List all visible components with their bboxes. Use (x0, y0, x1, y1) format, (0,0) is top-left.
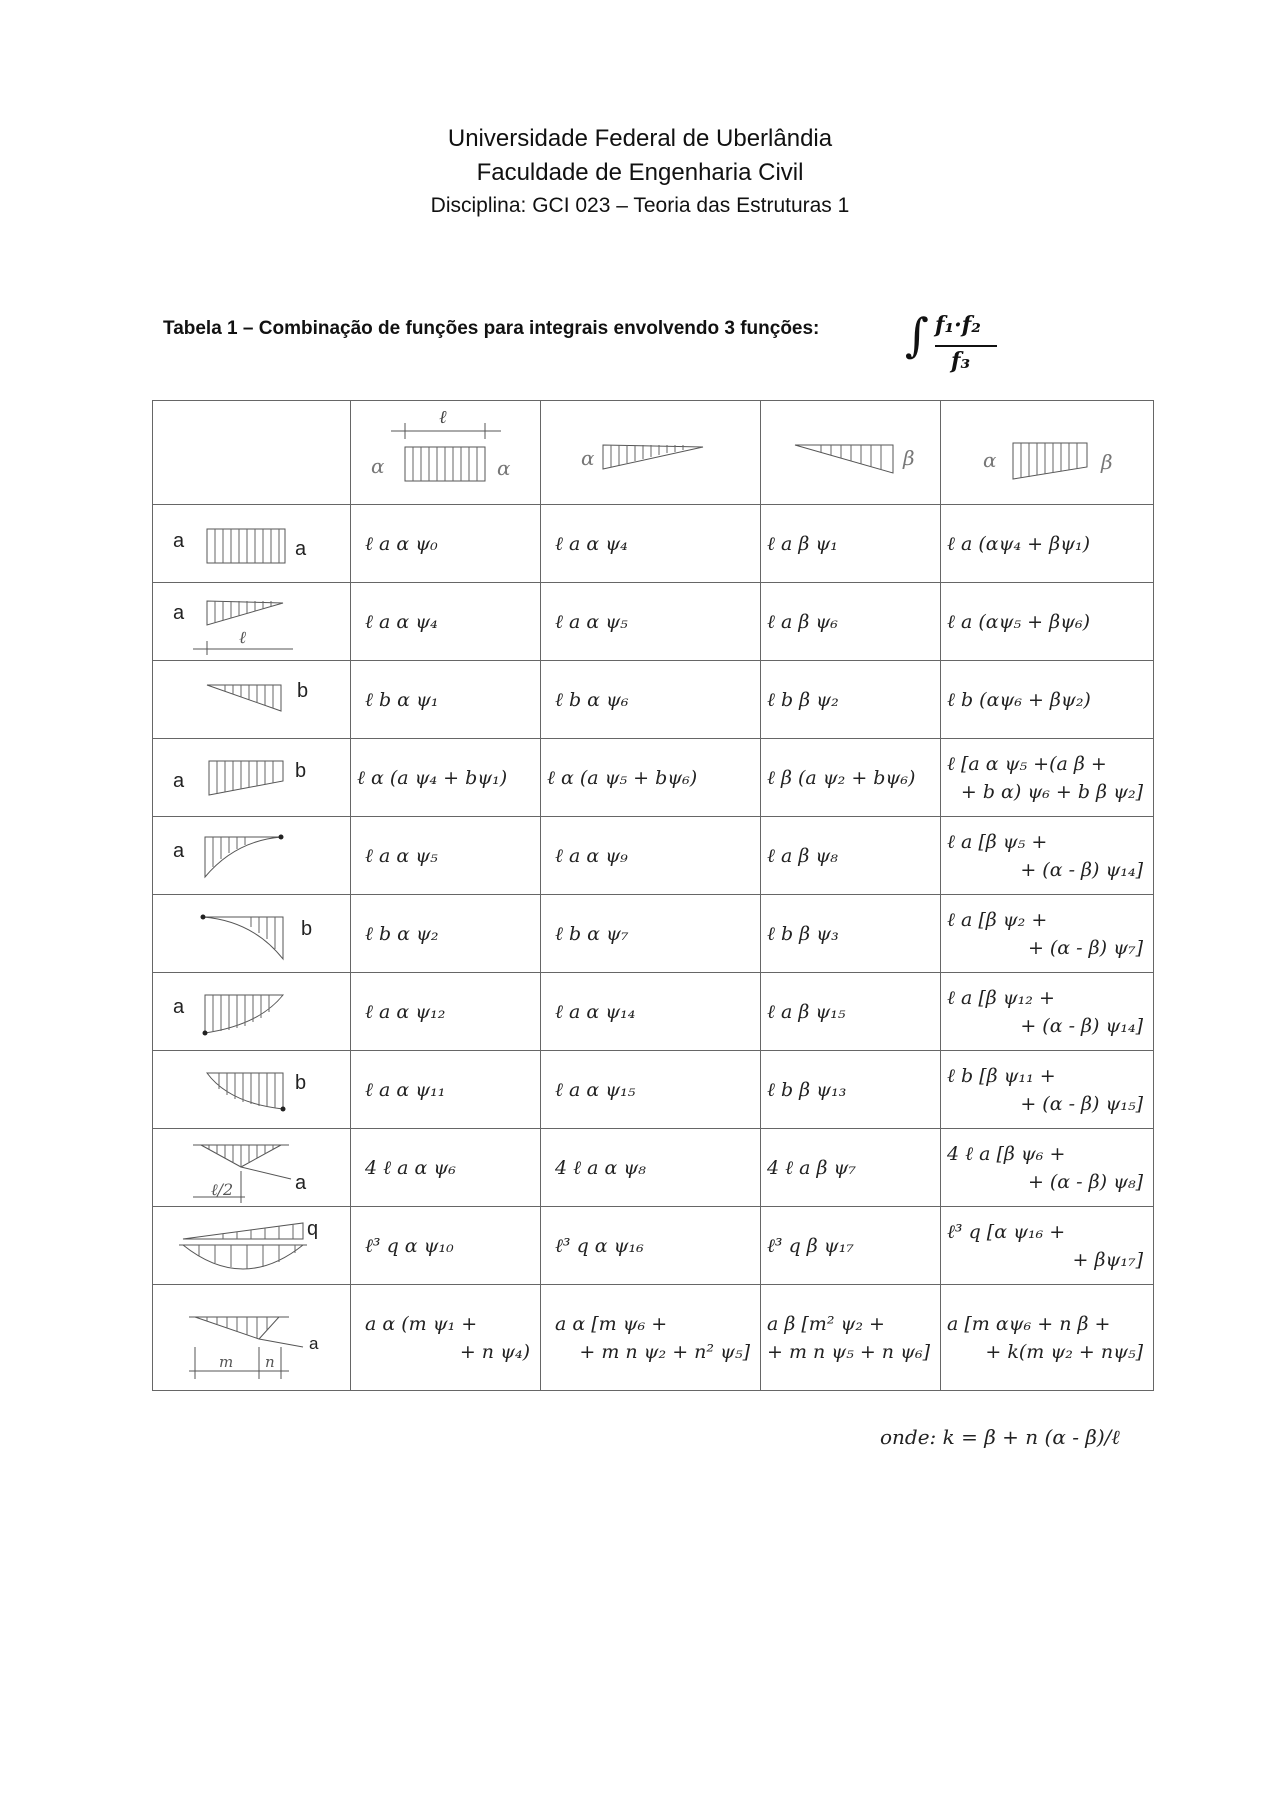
row-diagram (153, 1051, 351, 1129)
integral-value-continued: + b α) ψ₆ + b β ψ₂] (960, 780, 1144, 803)
beta-label: β (903, 445, 915, 470)
integral-value: ℓ a α ψ₁₄ (555, 1000, 636, 1023)
integral-value: a α [m ψ₆ + (555, 1312, 668, 1335)
integral-value: a β [m² ψ₂ + (767, 1312, 885, 1335)
header-rectangle (351, 401, 541, 505)
integral-value: ℓ a α ψ₉ (555, 844, 628, 867)
integral-sign: ∫ (905, 308, 929, 362)
course-name: Disciplina: GCI 023 – Teoria das Estruturas 1 (430, 194, 850, 217)
table-row (153, 739, 1154, 817)
integral-value: ℓ a α ψ₄ (365, 610, 438, 633)
formula-denominator: f₃ (951, 348, 971, 374)
value-label: b (295, 759, 307, 782)
rectangle-diagram-icon (351, 403, 540, 503)
alpha-label: α (983, 447, 997, 472)
parabola-right-convex-diagram-icon (153, 1053, 350, 1127)
document-header (0, 122, 1280, 222)
row-diagram (153, 1207, 351, 1285)
header-triangle-left (541, 401, 761, 505)
integral-value-continued: + (α - β) ψ₇] (1027, 936, 1144, 959)
load-label: q (307, 1217, 319, 1240)
trapezoid-diagram-icon (153, 741, 350, 815)
integral-value: ℓ b α ψ₁ (365, 688, 439, 711)
integral-value: ℓ a α ψ₄ (555, 532, 628, 555)
integral-value: ℓ b β ψ₁₃ (767, 1078, 847, 1101)
table-row (153, 1207, 1154, 1285)
integral-value: ℓ a β ψ₁₅ (767, 1000, 846, 1023)
alpha-left-label: α (371, 453, 385, 478)
integral-value: ℓ³ q β ψ₁₇ (767, 1234, 854, 1257)
alpha-label: α (581, 445, 595, 470)
integral-value: ℓ b α ψ₂ (365, 922, 439, 945)
integral-value-continued: + βψ₁₇] (1072, 1248, 1144, 1271)
n-label: n (265, 1352, 275, 1371)
table-row (153, 973, 1154, 1051)
ell-label: ℓ (439, 406, 447, 428)
integral-value: a α (m ψ₁ + (365, 1312, 478, 1335)
integral-value: ℓ α (a ψ₅ + bψ₆) (547, 766, 698, 789)
integral-value: ℓ a [β ψ₁₂ + (947, 986, 1055, 1009)
integral-value: ℓ a α ψ₁₂ (365, 1000, 446, 1023)
value-label: a (173, 839, 185, 862)
university-name: Universidade Federal de Uberlândia (447, 125, 833, 152)
integral-formula (905, 308, 1005, 382)
integral-value: ℓ b β ψ₂ (767, 688, 839, 711)
integral-value: ℓ α (a ψ₄ + bψ₁) (357, 766, 508, 789)
row-diagram (153, 1129, 351, 1207)
integral-value: ℓ a [β ψ₅ + (947, 830, 1048, 853)
integral-value-continued: + m n ψ₅ + n ψ₆] (767, 1340, 931, 1363)
integral-value: 4 ℓ a [β ψ₆ + (947, 1142, 1066, 1165)
parabola-right-diagram-icon (153, 897, 350, 971)
faculty-name: Faculdade de Engenharia Civil (476, 159, 804, 186)
row-diagram (153, 973, 351, 1051)
integral-value: 4 ℓ a α ψ₆ (365, 1156, 456, 1179)
integral-value-continued: + (α - β) ψ₁₅] (1020, 1092, 1144, 1115)
value-label: a (309, 1333, 319, 1353)
integral-value: ℓ³ q [α ψ₁₆ + (947, 1220, 1066, 1243)
triangle-right-diagram-icon (153, 663, 350, 737)
m-label: m (219, 1352, 234, 1371)
row-diagram (153, 661, 351, 739)
parabola-left-diagram-icon (153, 819, 350, 893)
integral-value: ℓ a α ψ₅ (365, 844, 438, 867)
beta-label: β (1101, 449, 1113, 474)
integral-value: ℓ b (αψ₆ + βψ₂) (947, 688, 1091, 711)
integral-value-continued: + (α - β) ψ₁₄] (1020, 1014, 1144, 1037)
value-label: b (301, 917, 313, 940)
row-diagram (153, 1285, 351, 1391)
triangle-left-diagram-icon (541, 403, 760, 503)
value-label: a (173, 995, 185, 1018)
row-diagram (153, 739, 351, 817)
integral-value: ℓ b α ψ₆ (555, 688, 629, 711)
triangle-right-diagram-icon (761, 403, 938, 503)
integral-value: ℓ a α ψ₁₁ (365, 1078, 446, 1101)
integral-value: ℓ³ q α ψ₁₀ (365, 1234, 454, 1257)
integral-value: 4 ℓ a β ψ₇ (767, 1156, 856, 1179)
integral-value: ℓ a α ψ₅ (555, 610, 628, 633)
integral-value: ℓ a β ψ₆ (767, 610, 838, 633)
value-label: a (173, 769, 185, 792)
table-row (153, 1051, 1154, 1129)
trapezoid-diagram-icon (941, 403, 1153, 503)
integral-value: a [m αψ₆ + n β + (947, 1312, 1111, 1335)
ell-label: ℓ (239, 627, 247, 648)
row-diagram (153, 817, 351, 895)
integral-value: 4 ℓ a α ψ₈ (555, 1156, 646, 1179)
integral-value: ℓ a (αψ₅ + βψ₆) (947, 610, 1091, 633)
integral-value-continued: + m n ψ₂ + n² ψ₅] (579, 1340, 750, 1363)
value-label: a (173, 529, 185, 552)
footnote: onde: k = β + n (α - β)/ℓ (880, 1425, 1120, 1449)
integral-value: ℓ a [β ψ₂ + (947, 908, 1048, 931)
integral-value: ℓ b α ψ₇ (555, 922, 629, 945)
value-label: a (295, 537, 307, 560)
value-label: a (173, 601, 185, 624)
integral-value: ℓ b β ψ₃ (767, 922, 839, 945)
table-row (153, 1129, 1154, 1207)
table-row (153, 505, 1154, 583)
parabola-load-diagram-icon (153, 1209, 350, 1283)
integral-value-continued: + (α - β) ψ₈] (1027, 1170, 1144, 1193)
formula-numerator: f₁·f₂ (935, 312, 981, 338)
integral-value: ℓ a α ψ₁₅ (555, 1078, 636, 1101)
table-row (153, 817, 1154, 895)
alpha-right-label: α (497, 455, 511, 480)
triangle-general-diagram-icon (153, 1287, 350, 1389)
value-label: b (295, 1071, 307, 1094)
parabola-left-convex-diagram-icon (153, 975, 350, 1049)
integral-value: ℓ β (a ψ₂ + bψ₆) (767, 766, 916, 789)
integral-value: ℓ a (αψ₄ + βψ₁) (947, 532, 1091, 555)
table-row (153, 895, 1154, 973)
row-diagram (153, 505, 351, 583)
fraction-bar (935, 345, 997, 347)
table-row (153, 661, 1154, 739)
table-header-row (153, 401, 1154, 505)
triangle-left-diagram-icon (153, 585, 350, 659)
rectangle-diagram-icon (153, 507, 350, 581)
header-trapezoid (941, 401, 1154, 505)
table-caption: Tabela 1 – Combinação de funções para integrais envolvendo 3 funções: (163, 318, 820, 339)
integral-value: ℓ b [β ψ₁₁ + (947, 1064, 1056, 1087)
triangle-mid-diagram-icon (153, 1131, 350, 1205)
half-span-label: ℓ/2 (211, 1179, 234, 1199)
integral-value-continued: + (α - β) ψ₁₄] (1020, 858, 1144, 881)
integral-value: ℓ a α ψ₀ (365, 532, 438, 555)
integral-value: ℓ a β ψ₈ (767, 844, 838, 867)
integral-value: ℓ [a α ψ₅ +(a β + (947, 752, 1107, 775)
table-row (153, 583, 1154, 661)
value-label: b (297, 679, 309, 702)
integrals-table (152, 400, 1154, 1391)
row-diagram (153, 583, 351, 661)
integral-value: ℓ a β ψ₁ (767, 532, 838, 555)
table-row (153, 1285, 1154, 1391)
header-triangle-right (761, 401, 941, 505)
row-diagram (153, 895, 351, 973)
corner-cell (153, 401, 351, 505)
integral-value-continued: + n ψ₄) (459, 1340, 530, 1363)
integral-value-continued: + k(m ψ₂ + nψ₅] (985, 1340, 1144, 1363)
integral-value: ℓ³ q α ψ₁₆ (555, 1234, 644, 1257)
value-label: a (295, 1171, 307, 1194)
